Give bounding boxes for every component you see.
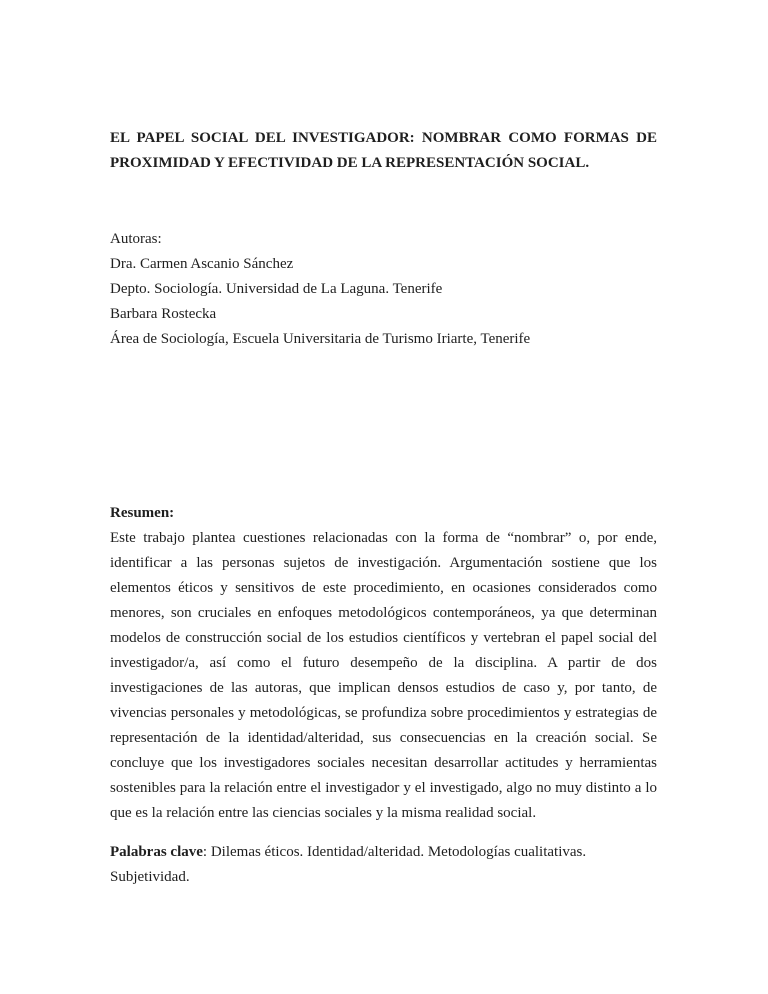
keywords-label: Palabras clave: [110, 844, 203, 860]
authors-block: [110, 227, 657, 352]
paper-title: EL PAPEL SOCIAL DEL INVESTIGADOR: NOMBRAR COMO FORMAS DE PROXIMIDAD Y EFECTIVIDAD DE LA REPRESENTACIÓN SOCIAL.: [110, 130, 657, 171]
abstract-section: [110, 501, 657, 826]
author-name-line: Barbara Rostecka: [110, 306, 217, 322]
abstract-heading: Resumen:: [110, 505, 175, 521]
keywords-line: [110, 840, 657, 890]
author-affiliation-line: Depto. Sociología. Universidad de La Laguna. Tenerife: [110, 281, 443, 297]
author-affiliation-line: Área de Sociología, Escuela Universitaria de Turismo Iriarte, Tenerife: [110, 331, 531, 347]
authors-label: Autoras:: [110, 231, 162, 247]
author-name-line: Dra. Carmen Ascanio Sánchez: [110, 256, 294, 272]
abstract-body: Este trabajo plantea cuestiones relacionadas con la forma de “nombrar” o, por ende, identificar a las personas sujetos de investigación. Argumentación sostiene que los elementos éticos y sensitivos de este procedimiento, en ocasiones considerados como menores, son cruciales en enfoques metodológicos contemporáneos, ya que determinan modelos de construcción social de los estudios científicos y vertebran el papel social del investigador/a, así como el futuro desempeño de la disciplina. A partir de dos investigaciones de las autoras, que implican densos estudios de caso y, por tanto, de vivencias personales y metodológicas, se profundiza sobre procedimientos y estrategias de representación de la identidad/alteridad, sus consecuencias en la creación social. Se concluye que los investigadores sociales necesitan desarrollar actitudes y herramientas sostenibles para la relación entre el investigador y el investigado, algo no muy distinto a lo que es la relación entre las ciencias sociales y la misma realidad social.: [110, 530, 657, 821]
keywords-text: : Dilemas éticos. Identidad/alteridad. Metodologías cualitativas. Subjetividad.: [110, 844, 587, 885]
